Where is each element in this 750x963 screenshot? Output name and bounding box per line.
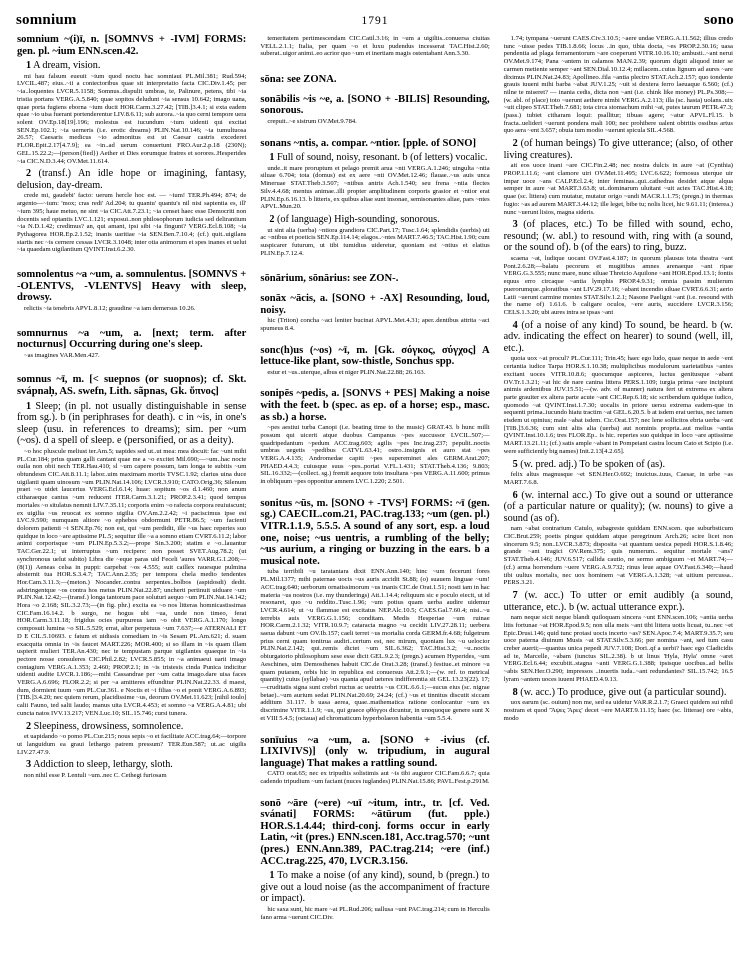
sense: 8 (w. acc.) To produce, give out (a particular sound). bbox=[512, 686, 727, 698]
entry-headline: sonipēs ~pedis, a. [SONVS + PES] Making a noise with the feet. b (spec. as ep. of a horse; esp., masc. as sb.) a horse. bbox=[260, 388, 490, 423]
entry-somnium bbox=[17, 34, 246, 254]
entry-headline: somnurnus ~a ~um, a. [next; term. after nocturnus] Occurring during one's sleep. bbox=[17, 327, 247, 351]
citations: CATO orat.65; nec ex tripudiis solistimis aut ~is tibi auguror CIC.Fam.6.6.7; quia cadendo tripudium ~um faciant (nuces iuglandes) PLIN.Nat.15.86; PAVL.Fest.p.291M. bbox=[260, 770, 490, 785]
entry-headline: somnium ~(i)ī, n. [SOMNVS + -IVM] FORMS: gen. pl. ~ium ENN.scen.42. bbox=[17, 34, 247, 57]
entry-sonchus bbox=[260, 345, 489, 377]
citations: felix altus magnusque ~et SEN.Her.O.692; inuictus..tuus, Caesar, in urbe ~as MART.7.6.8. bbox=[503, 471, 733, 486]
entry-headline: sonc(h)us (~os) ~ī, m. [Gk. σόγκος, σύγχος] A lettuce-like plant, sow-thistle, Sonchus spp. bbox=[260, 344, 490, 368]
citations: crede mi, gaudebi' facto: uerum hercle hoc est. — ~ium! TER.Ph.494; 874; de argento—~ium: 'mox; cras redi' Ad.204; tu quantu' quantu's nil nisi sapientia es, ill' ~ium 395; haue metuo, ne sint ~ia CIC.Att.7.23.1; ~ia censet haec esse Democriti non docentis sed optantis LVC.1.121; exposui..non philosophorum iudicia sed delirantium ~ia N.D.1.42; credimus? an, qui amant, ipsi sibi ~ia fingunt? VERG.Ecl.8.108; ~ia Pythagorea HOR.Ep.2.1.52; inanis uaritiae ~ia SEN.Ben.7.10.4; (cf.) quit..uigilans startis nec ~is cernere cessas LVCR.3.1048; inter otia animorum et spes inanes et uelut ~ia quaedam uigilantium QVINT.Inst.6.2.30. bbox=[17, 192, 247, 254]
citations: 1.74; tympana ~uerunt CAES.Civ.3.10.5; ~aere undae VERG.A.11.562; illius credo tunc ~uisse pedes TIB.1.8.66; locus ..in quo, tibia docta, ~es PROP.2.30.16; uasa pendentia ad plaga ferramentorum ~are coeperunt VITR.10.16.10; ambusti..~ant nerui OV.Met.9.174; Pana ~antem in calamos MAN.2.39; quorum digiti aliquod inter se carmen metiente semper ~ant SEN.Dial.10.12.4; millacem..cuius lignum ad aures ~are diximus PLIN.Nat.24.83; Apollineo..fila ~antia plectro STAT.Ach.2.157; quo tondente grauis iuueni mihi barba ~abat JUV.1.25; ~uit si dextera ferro laeuaque 6.560; (cf.) nilne te miseret? — inania cedis, dicta non ~ant (i.e. chink like money) PL.Ps.308;—(w. abl. of place) toto ~uerunt aethere nimbi VERG.A.2.113; illa (sc. hasta) uolans..uix ~uit clipeo STAT.Theb.7.681; tota circa stomachum mihi ~at, putes taurum PETR.47.3; (pass.) tubiet citharam loqui: psallitur; tibuas agere; ~atur APVL.Fl.15. b fracta..uelideri ~uerunt pondera mali 100; nec prohibere ualent obtritis ossibus artus quo aera ~ent 3.657; obuia tum modio ~uerunt spicula SIL.4.568. bbox=[503, 35, 733, 135]
citations: non nihil esse P. Lentuli ~um..nec C. Cethegi furiosam bbox=[24, 771, 167, 779]
entry-sonipes bbox=[260, 388, 489, 485]
sense: 2 Sleepiness, drowsiness, somnolence. bbox=[26, 720, 184, 732]
sense: 2 (transf.) An idle hope or imagining, fantasy, delusion, day-dream. bbox=[17, 168, 247, 191]
entry-somnolentus bbox=[17, 269, 246, 312]
entry-headline: sonō ~āre (~ere) ~uī ~itum, intr., tr. [cf. Ved. svánati] FORMS: ~ātūrum (fut. pple.) HOR.S.1.4.44; third-conj. forms occur in early Latin, ~it (pres.) ENN.scen.181, Acc.trag.570; ~unt (pres.) ENN.Ann.389, PAC.trag.214; ~ere (inf.) ACC.trag.225, 470, LVCR.3.156. bbox=[260, 797, 490, 867]
sense: 7 (w. acc.) To utter or emit audibly (a sound, utterance, etc.). b (w. actual utterance expr.). bbox=[503, 589, 733, 613]
citations: uox earum (sc. ouium) non me, sed ea uidetur VAR.R.2.1.7; Graeci quidem sui nihil nostram et quod 'Ἄψες Ἄρες' decet ~ere MART.9.11.15; haec (sc. litterae) ore ~abis, modo bbox=[503, 699, 733, 722]
citations: mi hau falsum eueuit ~ium quod noctu hac somniaui PL.Mil.381; Rud.594; LVCIL.487; eius..~ii a coniectoribus quae sit interpretatio facta CIC.Div.1.45; per ~ia..loquentes LVCR.5.1158; Somnus..dispulit umbras, te, Palinure, petens, tibi ~ia tristia portans VERG.A.5.840; quae sopitos deludunt ~ia sensus 10.642; imago uana, quae porta fugiens eborna ~ium ducit HOR.Carm.3.27.42; [TIB.]3.4.1; si exta eadem quae ~io uisa fuerant portenderentur LIV.8.6.11; sub aurora..~ia quo cerni tempore uera solent OV.Ep.18[19].196; molestus est iucundum ~ium uidenti qui excitat SEN.Ep.102.1; ~ia uerneris (i.e. erotic dreams) PLIN.Nat.10.146; ~ia tumultuosa 26.57; Caesaris medicus ~io admonitus est ut Caesar castris excederet FLOR.Epit.2.17[4.7.9]; ea ~in..ad uerum conuertunt FRO.Aur.2.p.18 (230N); GEL.15.22.2;—(person{fied}) Aether et Dies eorumque fratres et sorores..Hesperides ~ia CIC.N.D.3.44; OV.Met.11.614. bbox=[17, 72, 247, 165]
columns-container bbox=[0, 34, 750, 929]
sense: 2 (of human beings) To give utterance; (also, of other living creatures). bbox=[503, 138, 733, 161]
entry-headline: sonans ~ntis, a. compar. ~ntior. [pple. of SONO] bbox=[260, 137, 476, 149]
citations: et uapidando ~o pomo PL.Cur.215; nous sepis ~o et facilitate ACC.trag.64;—torpore ut languidum ea graui lethargo patrem pressum? TER.Eun.587; ut..ac uigilis LIV.27.47.9. bbox=[17, 733, 247, 756]
citations: nam ~abat contrarium Catulo, subagreste quiddam ENN.scen. que suburbsticum CIC.Brut.259; poetis pingue quiddam atque peregrinum Arch.26; scire licet non sincerum 9.5; non..LVCR.3.873; disposita ~at quantum uesica pepedi HOR.S.1.8.46; grande ~ant tragici OV.Rem.375; quis numerum.. sequitur mortale ~ans? STAT.Theb.4.146; JUV.6.517; callida cautio, ne sermo ambiguum ~et MART.74;—(cf.) arma horrendum ~uere VERG.A.9.732; rinus leue aquae OV.Fast.6.340;—haud tibi uultus mortalis, nec uox hominem ~at VERG.A.1.328; ~at uitium percussa.. PERS.3.21. bbox=[503, 525, 733, 587]
sense: 1 Full of sound, noisy, resonant. b (of letters) vocalic. bbox=[269, 152, 488, 164]
sense: 5 (w. pred. adj.) To be spoken of (as). bbox=[512, 458, 665, 470]
entry-sonitus bbox=[260, 498, 489, 723]
entry-headline: sonāx ~ācis, a. [SONO + -AX] Resounding, loud, noisy. bbox=[260, 293, 490, 316]
entry-sonivius bbox=[260, 735, 489, 786]
entry-headline: sonitus ~ūs, m. [SONO + -TVS³] FORMS: ~ī (gen. sg.) CAECIL.com.21, PAC.trag.133; ~um (gen. pl.) VITR.1.1.9, 5.5.5. A sound of any sort, esp. a loud one, noise; ~us uentris, a rumbling of the belly; ~us aurium, a ringing or buzzing in the ears. b a musical note. bbox=[260, 497, 490, 567]
sense: 3 Addiction to sleep, lethargy, sloth. bbox=[26, 759, 173, 771]
citations: nam neque sicit neque blandi quiloquam sincera ~unt ENN.scen.106; ~antia uerba litis fortunae ~at HOR.Epod.9.5; non ulla meis ~ant tibi littera uotis licuat, tu..nec ~et Epic.Drusi.146; quid tunc protasi uocis incerto ~as? SEN.Apoc.7.4; MART.9.35.7; seu uoce paterna diuinum Musis ~at STAT.Silv.5.3.66; per nomina ~ant, sed tum casu creber auerti;—quantus unica pepedi JUV.7.108; Dori..qf a uerbi? haec ego Cladicidis ad te, Marcelle, ~abam (iunctus SIL.2.38). b ut linus 'Hyla, Hyla' omne ~aret VERG.Ecl.6.44; excubiit..stagna ~anti VERG.G.1.388; ipsisque uocibus..ad bellis ~abis SEN.Her.O.290; impressos ..inuertis iuda..~ant redundantes? SIL.15.742; 16.5 lyram ~antem uoces iuueni PHAED.4.9.13. bbox=[503, 614, 733, 683]
entry-headline: sōna: see ZONA. bbox=[260, 74, 337, 86]
sense: 6 (w. internal acc.) To give out a sound or utterance (of a particular nature or quality); (w. nouns) to give a sound (as of). bbox=[503, 489, 733, 524]
entry-sonarium bbox=[260, 273, 489, 285]
citations: estur et ~us..uterque, albus et niger PLIN.Nat.22.88; 26.163. bbox=[267, 368, 426, 376]
entry-sonax bbox=[260, 293, 489, 333]
entry-sona bbox=[260, 74, 489, 86]
citations: ~as imagines VAR.Men.427. bbox=[24, 351, 100, 359]
citations: scaena ~at, ludique uocant OV.Fast.4.187; in quorum plausus tota theatra ~ant Pont.2.6.28;—balatu pecorum et mugitibus amnes arenaeque ~ant ripae VERG.G.3.555; nunc mare, nunc siluae Threicio Aquilone ~ant HOR.Epod.13.1; fontis equus erro circaque ~antia lymphis PROP.4.9.31; omnia passim mulierum puerorumque..ploratibus ~ant LIV.29.17.16; ~abant incendio siluae CVRT.6.6.31; aerio Latii ~uerunt carmine montes STAT.Silv.1.2.1; Nasone Paeligni ~ant (i.e. resound with the name of) 1.61.6. b caligare oculos, ~ere auris, succidere LVCR.3.156; CELS.1.3.20; ubi aures intra se ipsas ~ant bbox=[503, 255, 733, 316]
column-right bbox=[497, 34, 740, 730]
entry-sono-continued bbox=[504, 35, 733, 722]
entry-headline: somnolentus ~a ~um, a. somnulentus. [SOMNVS + -OLENTVS, -VLENTVS] Heavy with sleep, drowsy. bbox=[17, 269, 247, 304]
citations: hic saxa sunt, hic mare ~at PL.Rud.206; uallusa ~unt PAC.trag.214; cum in Herculis fano arma ~uerunt CIC.Div. bbox=[260, 906, 490, 921]
page-number: 1791 bbox=[361, 15, 389, 27]
citations: ait eos uoce inani ~are CIC.Fin.2.48; nec nostra dulcis in aure ~at (Cynthia) PROP.1.11.6; ~ant clamore uiri OV.Met.11.495; LVC.6.622; formosus uterque uir impar uoce ~ans CALP.Ecl.2.4; inter feminas..qui..cathedras desidet atque alqua semper in aure ~at MART.3.63.8; ut..dominarum uluitant ~uit acies TAC.Hist.4.18; quae (sc. littera) cum mutatur, mutatur origo ~undi MACR.1.1.75; (pregn.) in thermas fugio: ~as ad aurem MART.3.44.12; ille leget, bibe tu; nolis licet, hic 9.61.11; (interea.) nunc ~uerunt lisios, magna sideris. bbox=[503, 162, 733, 216]
entry-headline: sōnārium, sōnārius: see ZON-. bbox=[260, 273, 399, 285]
entry-sonabilis bbox=[260, 94, 489, 126]
entry-headline: sonīuius ~a ~um, a. [SONO + -ivius (cf. LIXIVIVS)] (only w. tripudium, in augural language) That makes a rattling sound. bbox=[260, 734, 490, 769]
entry-sono bbox=[260, 798, 489, 922]
sense: 2 (of language) High-sounding, sonorous. bbox=[269, 214, 440, 225]
citations: hic (Triton) concha ~aci leniter bucinat APVL.Met.4.31; aper..dentibus attrita ~aci spumeus 8.4. bbox=[260, 317, 490, 332]
citations: tuba terribili ~u taratantara dixit ENN.Ann.140; hinc ~um fecerunt fores PL.Mil.1377; mihi paternae uocis ~us auris accidit St.88; (o) suauem linguae ~um! ACC.trag.640; uerborum ornatissimorum ~us inanis CIC.de Orat.1.51; nosti iam in hac materia ~us nostros (i.e. my thunderings) Att.1.14.4; reliquum sic e poculo eiecit, ut id resonaret, quo ~u reddito..Tusc.1.96; ~um potius quam uerba audire uidemur LVCR.4.614; ut ~u flammae est excitatus NEP.Alc.10.5; CAES.Gal.7.60.4; nisi..~u terrebis auis VERG.G.1.156; conditam. Medis Hesperiae ~um ruinae HOR.Carm.2.1.32; VITR.10.9.7; cataracta magno ~u cecidit LIV.27.28.11; uerbera saeua dabunt ~um OV.Ib.157; caeli terret ~us mortalia corda GERM.fr.4.68; fulgetrum prius cerni quam tonitrua audiri..certum est, nec mirum, quoniam lux ~u uelocior PLIN.Nat.2.142; qui..remis dictet ~um SIL.6.362; TAC.Hist.3.2; ~u..noctis obiurgatorio philosophum sese esse dicit GEL.9.2.3; (pregn.) acumen Hyperides, ~um Aeschines, uim Demosthenes habuit CIC.de Orat.3.28; (transf.) festiue..et minore ~u quam putaram, orbis hic in republica est conuersus Att.2.9.1;—(w. ref. to metrical quantity) cuius (syllabae) ~us quanta apud ueteres indifferentia sit GEL.13.23(22). 17;—cruditatis signa sunt crebri ructus ac ueutris ~us COL.6.6.1;—sucus eius (sc. nigrae betae)..~um aurium sedat PLIN.Nat.20.69; 24.24; (cf.) ~us et tinnitus discutit siccam additum 31.117. b uasa aerea, quae..mathematica ratione conlocantur ~um ex discrimine VITR.1.1.9; ~us, qui graece φθόγγοι dicuntur, in unoquoque genere sunt X et VIII 5.4.5; (octaua) ad chromaticum hyperbolaeon habentia ~um 5.5.4. bbox=[260, 568, 490, 722]
column-center bbox=[253, 34, 496, 929]
entry-headline: somnus ~ī, m. [< suepnos (or suopnos); cf. Skt. svápnaḥ, AS. swefn, Lith. sãpnas, Gk. ὕπνος] bbox=[17, 374, 247, 397]
sense: 4 (of a noise of any kind) To sound, be heard. b (w. adv. indicating the effect on hearer) to sound (well, ill, etc.). bbox=[503, 319, 733, 354]
citations: quoia uox ~at procul? PL.Cur.111; Trin.45; haec ego ludo, quae neque in aede ~ent certantia iudice Tarpa HOR.S.1.10.38; multiplicibus modulorum uarietatibus ~antes excitant uoces VITR.10.8.6; quocumque aspiceres, luctus genitusque ~abant OV.Tr.1.3.21; ~at hic de nare canina littera PERS.1.109; iurgia prima ~are incipiunt animis ardentibus JUV.15.51;—(w. adv. of manner) natura fert ut extrema ex altera parte grauiter ex altera parte acute ~ant CIC.Rep.6.18; sic scribendum quidque iudico, quomodo ~at QVINT.Inst.1.7.30; uocalis in priore uersu extrema eadem-que in sequenti prima..iucundo hiatu tractim ~at GEL.6.20.5. b at isdem erat uerius, nec tamen eisdem ut opinius; male ~abat isdem. Cic.Orat.157; nec lene sollicitos ebria uerba ~ant [TIB.]3.6.36; cum sint aliis alia (uerba) aut nominis propria..aut melius ~antia QVINT.Inst.10.1.6; tres FLOR.Ep.. is hic. reperies suo quidque in loco ~are aptissime MART.13.21.11; (cf.) satis ample ~abant in Pompeiani castra locum Cato et Scipio (i.e. were sufficiently big names) Init.2.13[4.2.65]. bbox=[503, 355, 733, 455]
entry-somnurnus bbox=[17, 328, 246, 360]
running-head bbox=[0, 0, 750, 34]
sense: 1 To make a noise (of any kind), sound, b (pregn.) to give out a loud noise (as the accompaniment of fracture or impact). bbox=[260, 870, 490, 905]
citations: temeritatem pertimescendam CIC.Catil.3.16; in ~um a uigiliis..conuersa ciuitas VELL.2.1.1; Italia, per quam ~o et luxu pudendus incesserat TAC.Hist.2.60; suberat..uigor animi..eo acrior quo ~um et inertiam magis ostentabant Ann.3.30. bbox=[260, 35, 490, 58]
sense: 1 A dream, vision. bbox=[26, 60, 101, 72]
running-head-right: sono bbox=[704, 12, 734, 28]
citations: ut sint alia (uerba) ~ntiora grandiora CIC.Part.17; Tusc.1.64; splendidis (uerbis) uti ac ~ntibus et poeticis SEN.Ep.114.14; elagos..~ntes MART.7.46.5; TAC.Hist.1.90; cum suspicarer futurum, ut tibi tumidius uideretur, quoniam est ~ntius et elatius PLIN.Ep.7.12.4. bbox=[260, 226, 490, 257]
entry-headline: sonābilis ~is ~e, a. [SONO + -BILIS] Resounding, sonorous. bbox=[260, 93, 490, 117]
citations: relictis ~ia tenebris APVL.8.12; graudine ~a iam demersus 10.26. bbox=[24, 304, 196, 312]
citations: crepuit..~e sistrum OV.Met.9.784. bbox=[267, 117, 357, 125]
sense: 3 (of places, etc.) To be filled with sound, echo, resound; (w. abl.) to resound with, ring with (a sound, or the sound of). b (of the ears) to ring, buzz. bbox=[503, 219, 733, 254]
entry-somnus bbox=[17, 374, 246, 779]
citations: unde..it mare proruptum et pelago premit arua ~nti VERG.A.1.246; uingulta ~ntia siluae 6.704; tota (domus) est ex aere ~nti OV.Met.12.46; flauae..~us auis unca Mineruae STAT.Theb.3.507; ~ntibus antris Ach.1.540; seu frena ~ntia flectes Silv.4.4.68; mentus animae..illi propter amplitudinem corporis grasior et ~ntior erat PLIN.Ep.6.16.13. b litteris, ex quibus aliae sunt insonae, semisonantes aliae, pars ~ntes APVL.Mun.20. bbox=[260, 164, 490, 211]
column-left bbox=[10, 34, 253, 788]
running-head-left: somnium bbox=[16, 12, 77, 28]
sense: 1 Sleep; (in pl. not usually distinguishable in sense from sg.). b (in periphrases for death). c in ~is, in one's sleep (usu. in references to dreams); sim. per ~um (~os). d a spell of sleep. e (personified, or as a deity). bbox=[17, 400, 247, 447]
entry-continuation bbox=[260, 35, 489, 58]
entry-sonans bbox=[260, 138, 489, 258]
citations: ~o hoc pluscule meliust ter.Am.5; uapides sed ut..ut mea: mea docuit: fac ~unt mihi PL.Cur.184; prius quam galli cantant quae me a ~o excitet Mil.690;—~um..hac nocte ouila non obii nech TER.Hau.410; sl ~um capere possum, tam longa te subitis ~um obtundesm CIC.Att.8.11.1; labor..uim maximam mortis TVSC.1.92; clarius uina duce uigilanti quam uinosum ~um PLIN.Nat.14.106; LVCR.3.910; CATO.Orig.36; Silenum praet ~o uidet laucerius VERG.Ecl.6.14; huae: sopitum ~os d.1.460; non anum citharaeque cantus ~um reducent ITER.Carm.3.1.21; PROP.2.3.41; quod tempus mortales ~o situlatus nemnit LIV.7.35.11; corporis enim ~o rafecta corpora reuiuiscunt; ex uigilia ~us reuocat ex somno uigilia OV.Am.2.2.42; ~i paciscimus ipse est LVC.9.590; numquam altiore ~o ephebos obdormunt PETR.86.5; ~um facienti dolorem patienti ~i SEN.Ep.76; non est, qui ~um perdidit, ille ~us haec reperies suo quidque in loco ~are aptissime PL.5; sequitur ille ~a a somno etiam CVRT.6.11.2; labor animi corporisque ~um PLIN.Ep.5.3.2;—prope Sin.3.200; statim e ~o..lauantur TAC.Ger.22.1; ut interruptus ~um recipere: non posset SVET.Aug.78.2; (ut synchronous uelut subito) Libra die ~eque paras uid Feceli 'aures VARR.G.1.208;—(8(1)) Aeneas celsa in puppi: carpebat ~os 4.555; suit caillex rauesque pulmina absternit tua HOR.S.3.4.7; TAC.Ann.2.35; per tempora chela medio tendentes Hor.Cam.3.11.3;—(meton.) Nocander..contra serpentes..bolbos (aspidosdi) dedit. adstringentque ~os contra hos metus PLIN.Nat.22.87; uncherti pertinuit uiduare ~um PLIN.Nat.12.42;—(transf.) longa tantorum pace soluturi aequo ~um PLIN.Nat.14.142; Hora ~o 2.168; SIL.3.2.73;—(in fig. phr.) excita ea ~o nos litteras homnicastissimas CIC.Fam.16.14.2. b surgo, ne hogus ubi ~ua, unde non timeo, ferat HOR.Carm.3.11.18; frigidus ocies purpureus iam ~o obit VERG.A.1.170; longo composuit lumina ~o SIL.5.529; errat, alter perpetuus ~um 7.637;—e ATERNALI ET D E CIL.5.10693. c fatum et uidissis comediam in ~is Sesam PL.Am.621; d. suam exacquita omnia in ~is faucet MART.226; MOR.400; si so illam in ~is quam illam uspierit mulieri TER.An.430; nec te tempustam parque uigilantes quaeque in ~is pectore nosse consuleres CIC.Phil.2.82; LVCR.5.855; in ~a animaeui uarii imago contagium VERG.A.1.353; 2.460; PROP.2.1; in ~is tristesis cinda Punica indicitur uidenti audite LVCR.1.186;—mihi Cassandrae per ~um catta imago.dare uisa faces VERG.A.6.696; FLOR.2.2; si per ~a amitteres effunditur PLIN.Nat.22.33. d maest, dum, dormient tuum ~um PL.Cur.361. e Noctis et ~i filias ~o ei ponit VERG.A.6.893; [TIB.]3.4.20; nec quiem rerum, placidissime ~us, deorum OV.Met.11.623; [nihil ioulo] calii Fauno, ted salii laudo; manus uita LVCR.4.453; et somno ~a VERG.A.4.81; ubi cuncta natos IVV.13.217; VEN.Luc.10; SIL.15.746; cursi tunera. bbox=[17, 447, 247, 717]
citations: ~pes aestiui turba Canopi (i.e. beating time to the music) GRAT.43. b hunc milli possum qui uicerit atque duobus Campanus ~pes succussor LVCIL.507;—quadripedantum ~pedum ACC.trag.603; agilis ~pes Inc.trag.237; pepulit..noctis umbras uegetis ~pedibus CATVL.63.41; ostro..insignis et auro stat ~pes VERG.A.4.135; Andromedae capiti ~pes supereminet ales GERM.Arat.207; PHAED.4.4.3; cuiusque suus ~pes..portat V.FL.1.431; STAT.Theb.4.136; 9.803; SIL.16.332;—(collect. sg.) fremit aequore toto insultans ~pes VERG.A.11.600; primus in obliquum ~pes opponitur amnem LVC.1.220; 2.501. bbox=[260, 424, 490, 486]
